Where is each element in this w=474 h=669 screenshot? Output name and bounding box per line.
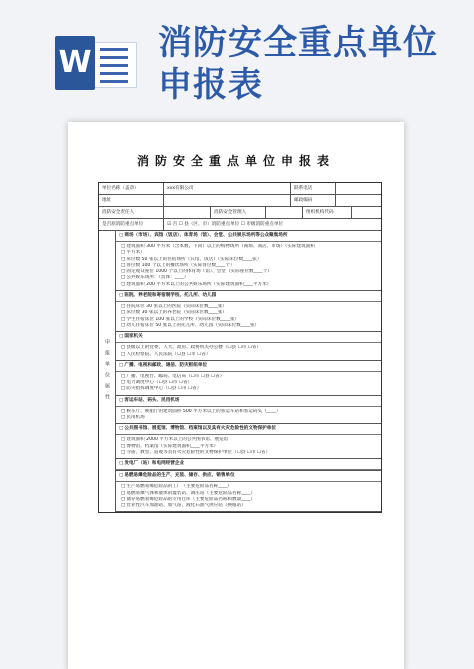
category-option-checkbox[interactable]: □ 寺庙、教堂、道观等具有火灾危险性的文物保护单位（☐县 ☐市 ☐省） bbox=[121, 450, 378, 456]
value-previous-key-unit: ☑ 否 ☐ 县（区、市）消防重点单位 ☐ 市级消防重点单位 bbox=[167, 221, 284, 227]
category-section bbox=[116, 471, 381, 512]
category-checkbox-heading[interactable]: □ 医院、养老院和寄宿制学校、托儿所、幼儿园 bbox=[116, 291, 381, 302]
value-postcode bbox=[336, 195, 381, 206]
banner-title bbox=[158, 22, 438, 106]
category-options bbox=[116, 482, 381, 511]
label-org-code: 组织机构代码 bbox=[303, 207, 352, 218]
category-section bbox=[116, 231, 381, 291]
unit-attribute-block bbox=[99, 231, 381, 512]
category-option-checkbox[interactable]: □ 建筑面积 2000 平方米以上的公共图书馆、展览馆 bbox=[121, 437, 378, 443]
category-option-checkbox[interactable]: □ 固定观众座位 1000 个以上的体育场（馆）、会堂（实际座位数____个） bbox=[121, 269, 378, 275]
category-option-checkbox[interactable]: □ 生产易燃易爆危险品的工厂（主要危险品名称____） bbox=[121, 484, 378, 490]
category-option-checkbox[interactable]: □ 电力调度中心（☐县 ☐市 ☐省） bbox=[121, 380, 378, 386]
category-option-checkbox[interactable]: □ 广播、电视台、邮局、电信局（☐市 ☐县 ☐省） bbox=[121, 374, 378, 380]
category-section bbox=[116, 332, 381, 361]
category-option-checkbox[interactable]: □ 幼儿住宿床位 50 张以上的托儿所、幼儿园（实际床位数____张） bbox=[121, 323, 378, 329]
category-options bbox=[116, 435, 381, 458]
category-section bbox=[116, 459, 381, 471]
form-title: 消防安全重点单位申报表 bbox=[136, 154, 335, 168]
category-option-checkbox[interactable]: □ 建筑面积 300 平方米（含本数，下同）以上的购物场所（商场、商店、市场）（实际建筑面积 bbox=[121, 244, 378, 250]
side-label-unit-attribute: 申报单位属性 bbox=[99, 231, 116, 512]
category-option-checkbox[interactable]: □ 候车厅、候船厅的建筑面积 500 平方米以上的客运车站和客运码头（____） bbox=[121, 409, 378, 415]
word-badge: W bbox=[55, 36, 95, 90]
document-page bbox=[68, 122, 404, 669]
category-option-checkbox[interactable]: □ 易燃易爆气体和液体的灌装站、调压站（主要危险品名称____） bbox=[121, 491, 378, 497]
category-option-checkbox[interactable]: □ 博物馆、档案馆（实际建筑面积____平方米） bbox=[121, 444, 378, 450]
form-row-unit-name bbox=[99, 183, 381, 195]
value-safety-manager bbox=[266, 207, 303, 218]
category-option-checkbox[interactable]: □ 住院床位 30 张以上的医院（实际床位数____张） bbox=[121, 304, 378, 310]
label-unit-name: 单位名称（盖章） bbox=[99, 183, 164, 194]
form-row-previous-status bbox=[99, 219, 381, 231]
category-option-checkbox[interactable]: □ 县级以上的党委、人大、政府、政协机关办公楼（☐县 ☐市 ☐省） bbox=[121, 345, 378, 351]
category-option-checkbox[interactable]: □ 人民检察院、人民法院（☐县 ☐市 ☐省） bbox=[121, 352, 378, 358]
form-row-responsible bbox=[99, 207, 381, 219]
label-postcode: 邮政编码 bbox=[291, 195, 336, 206]
category-options bbox=[116, 372, 381, 395]
word-document-icon bbox=[55, 36, 137, 90]
document-banner bbox=[0, 0, 474, 118]
value-responsible-person bbox=[164, 207, 211, 218]
banner-title-line-2: 申报表 bbox=[158, 65, 263, 105]
category-checkbox-heading[interactable]: □ 发电厂（站）和电网经营企业 bbox=[116, 459, 381, 470]
label-responsible-person: 消防安全责任人 bbox=[99, 207, 164, 218]
label-phone: 联系电话 bbox=[291, 183, 336, 194]
category-option-checkbox[interactable]: □ 建筑面积 200 平方米以上的公共娱乐场所（实际建筑面积____平方米） bbox=[121, 282, 378, 288]
category-option-checkbox[interactable]: □ 公共娱乐场所：（具体：____） bbox=[121, 275, 378, 281]
category-option-checkbox[interactable]: □ 平方米） bbox=[121, 250, 378, 256]
category-options bbox=[116, 343, 381, 360]
category-option-checkbox[interactable]: □ 储存易燃易爆危险品的专用仓库（主要危险品名称和数量____） bbox=[121, 497, 378, 503]
category-checkbox-heading[interactable]: □ 公共图书馆、展览馆、博物馆、档案馆以及具有火灾危险性的文物保护单位 bbox=[116, 424, 381, 435]
category-list bbox=[116, 231, 381, 512]
category-section bbox=[116, 361, 381, 396]
label-address: 地址 bbox=[99, 195, 164, 206]
category-checkbox-heading[interactable]: □ 客运车站、码头、民用机场 bbox=[116, 396, 381, 407]
category-section bbox=[116, 424, 381, 459]
category-option-checkbox[interactable]: □ 防灾指挥调度中心（☐县 ☐市 ☐省） bbox=[121, 386, 378, 392]
category-options bbox=[116, 407, 381, 424]
category-option-checkbox[interactable]: □ 民用机场 bbox=[121, 415, 378, 421]
label-safety-manager: 消防安全管理人 bbox=[211, 207, 266, 218]
form-row-address bbox=[99, 195, 381, 207]
category-checkbox-heading[interactable]: □ 广播、电视和邮政、通信、防灾枢纽单位 bbox=[116, 361, 381, 372]
value-unit-name: xxx有限公司 bbox=[164, 183, 291, 194]
category-checkbox-heading[interactable]: □ 国家机关 bbox=[116, 332, 381, 343]
application-form-table bbox=[98, 182, 382, 513]
label-previous-key-unit: 是否原消防重点单位 bbox=[99, 219, 164, 230]
category-option-checkbox[interactable]: □ 客位数 100 个以上的餐饮场所（实际客位数____个） bbox=[121, 263, 378, 269]
banner-title-line-1: 消防安全重点单位 bbox=[158, 23, 438, 63]
category-option-checkbox[interactable]: □ 学生住宿床位 100 张以上的学校（实际床位数____张） bbox=[121, 317, 378, 323]
category-options bbox=[116, 302, 381, 331]
category-option-checkbox[interactable]: □ 床位数 50 张以上的住宿场所（宾馆、饭店）（实际床位数____张） bbox=[121, 257, 378, 263]
category-options bbox=[116, 242, 381, 290]
category-checkbox-heading[interactable]: □ 商场（市场）、宾馆（饭店）、体育场（馆）、会堂、公共娱乐场所等公众聚集场所 bbox=[116, 231, 381, 242]
category-option-checkbox[interactable]: □ 营业性汽车加油站、加气站，液化石油气供应站（换瓶站） bbox=[121, 503, 378, 509]
value-address bbox=[164, 195, 291, 206]
value-org-code bbox=[352, 207, 381, 218]
category-checkbox-heading[interactable]: □ 易燃易爆危险品的生产、充装、储存、供应、销售单位 bbox=[116, 471, 381, 482]
category-section bbox=[116, 291, 381, 332]
category-option-checkbox[interactable]: □ 床位数 30 张以上的养老院（实际床位数____张） bbox=[121, 310, 378, 316]
value-phone bbox=[336, 183, 381, 194]
category-section bbox=[116, 396, 381, 425]
